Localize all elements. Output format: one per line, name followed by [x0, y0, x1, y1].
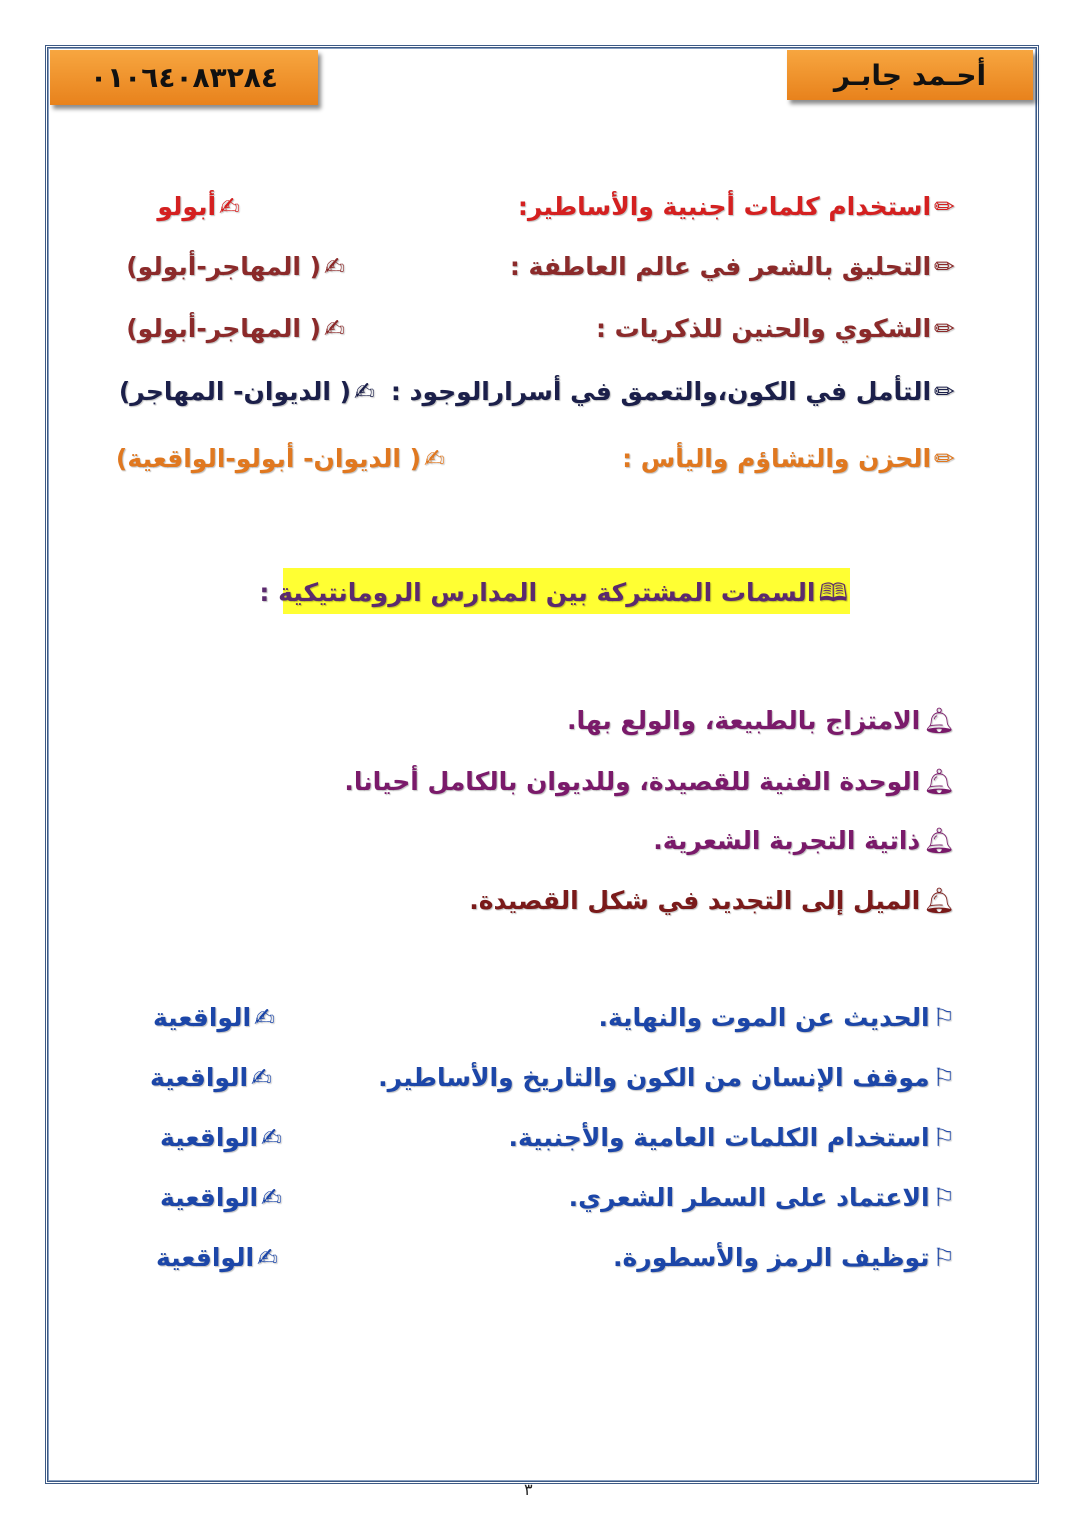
writing-hand-icon: ✍ [424, 444, 445, 473]
writing-hand-icon: ✍ [254, 1003, 275, 1032]
writing-hand-icon: ✍ [251, 1063, 272, 1092]
bell-icon: 🔔︎ [923, 886, 955, 915]
flag-icon: ⚐ [932, 1003, 955, 1032]
flag-icon: ⚐ [932, 1183, 955, 1212]
writing-hand-icon: ✍ [324, 252, 345, 281]
feature-row: ✏التأمل في الكون،والتعمق في أسرارالوجود : [390, 377, 955, 406]
realism-school: ✍الواقعية [156, 1243, 278, 1272]
page-number: ٣ [524, 1480, 533, 1499]
common-item: 🔔︎الامتزاج بالطبيعة، والولع بها. [567, 706, 955, 735]
bell-icon: 🔔︎ [923, 826, 955, 855]
writing-hand-icon: ✍ [219, 192, 240, 221]
writing-hand-icon: ✍ [261, 1183, 282, 1212]
feature-row: ✏الحزن والتشاؤم واليأس : [622, 444, 955, 473]
feature-school: ✍أبولو [157, 192, 240, 221]
feature-row: ✏التحليق بالشعر في عالم العاطفة : [509, 252, 955, 281]
common-item: 🔔︎الوحدة الفنية للقصيدة، وللديوان بالكامل أحيانا. [344, 767, 955, 796]
realism-school: ✍الواقعية [153, 1003, 275, 1032]
flag-icon: ⚐ [932, 1063, 955, 1092]
bell-icon: 🔔︎ [923, 767, 955, 796]
author-name-box: أحـمد جابـر [787, 50, 1033, 100]
flag-icon: ⚐ [932, 1243, 955, 1272]
bell-icon: 🔔︎ [923, 706, 955, 735]
feature-row: ✏الشكوي والحنين للذكريات : [595, 314, 955, 343]
feature-school: ✍( الديوان- المهاجر) [118, 377, 375, 406]
realism-school: ✍الواقعية [160, 1123, 282, 1152]
feature-school: ✍( المهاجر-أبولو) [126, 252, 345, 281]
common-item: 🔔︎ذاتية التجربة الشعرية. [653, 826, 955, 855]
common-item: 🔔︎الميل إلى التجديد في شكل القصيدة. [469, 886, 955, 915]
realism-item: ⚐توظيف الرمز والأسطورة. [613, 1243, 955, 1272]
pencil-icon: ✏ [934, 377, 955, 406]
writing-hand-icon: ✍ [257, 1243, 278, 1272]
book-icon: 🕮 [818, 578, 848, 607]
realism-item: ⚐الحديث عن الموت والنهاية. [598, 1003, 955, 1032]
writing-hand-icon: ✍ [324, 314, 345, 343]
feature-school: ✍( المهاجر-أبولو) [126, 314, 345, 343]
common-heading: 🕮السمات المشتركة بين المدارس الرومانتيكية : [259, 578, 848, 607]
realism-item: ⚐الاعتماد على السطر الشعري. [568, 1183, 955, 1212]
pencil-icon: ✏ [934, 252, 955, 281]
realism-school: ✍الواقعية [150, 1063, 272, 1092]
realism-item: ⚐موقف الإنسان من الكون والتاريخ والأساطير. [378, 1063, 955, 1092]
realism-item: ⚐استخدام الكلمات العامية والأجنبية. [508, 1123, 955, 1152]
phone-number-box: ٠١٠٦٤٠٨٣٢٨٤ [50, 50, 318, 105]
realism-school: ✍الواقعية [160, 1183, 282, 1212]
feature-school: ✍( الديوان- أبولو-الواقعية) [115, 444, 445, 473]
feature-row: ✏استخدام كلمات أجنبية والأساطير: [517, 192, 955, 221]
flag-icon: ⚐ [932, 1123, 955, 1152]
pencil-icon: ✏ [934, 314, 955, 343]
writing-hand-icon: ✍ [261, 1123, 282, 1152]
pencil-icon: ✏ [934, 192, 955, 221]
writing-hand-icon: ✍ [354, 377, 375, 406]
pencil-icon: ✏ [934, 444, 955, 473]
